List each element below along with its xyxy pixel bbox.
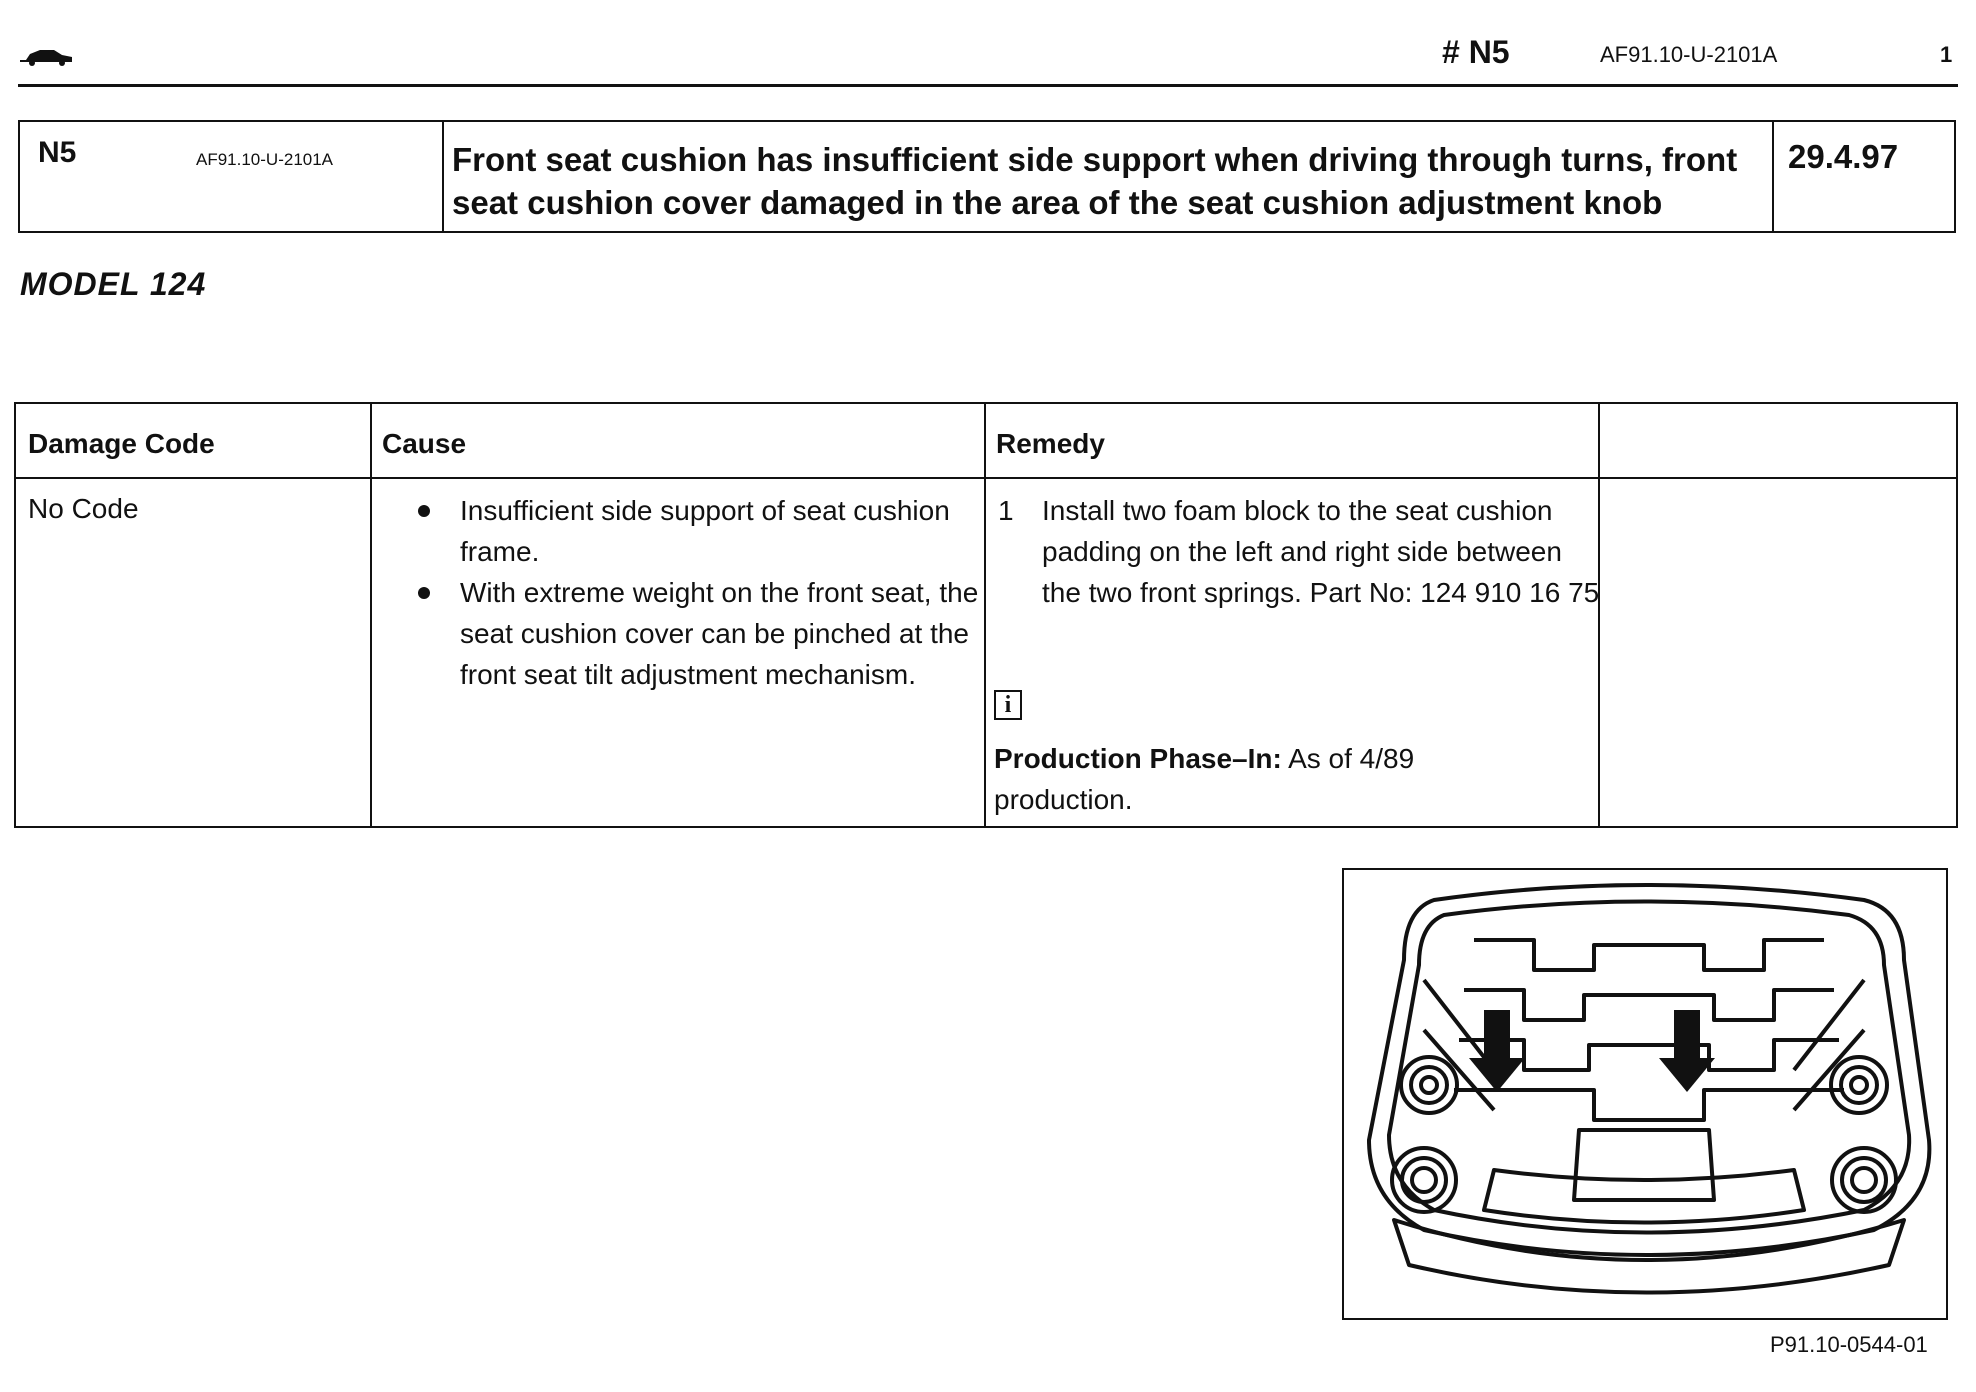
arrow-down-icon [1469,1010,1715,1092]
document-code: AF91.10-U-2101A [1600,42,1778,67]
remedy-step-number: 1 [998,495,1014,526]
figure-caption: P91.10-0544-01 [1770,1332,1928,1357]
bullet-icon [418,587,430,599]
seat-frame-figure [1342,868,1948,1320]
page-number: 1 [1940,42,1953,67]
cause-item [406,490,996,572]
cause-list [406,490,996,695]
production-phase-in [994,738,1554,820]
header-damage-code: Damage Code [28,428,215,459]
bulletin-id: N5 [38,136,77,169]
cause-item [406,572,996,695]
bullet-icon [418,505,430,517]
model-heading: MODEL 124 [20,266,207,302]
header-cause: Cause [382,428,467,459]
damage-table [14,402,1958,828]
column-divider [370,404,372,826]
document-number: # N5 [1442,34,1510,70]
cause-text: Insufficient side support of seat cushion frame. [460,495,950,567]
title-box-divider [442,122,444,231]
bulletin-code: AF91.10-U-2101A [196,150,334,169]
remedy-step-text: Install two foam block to the seat cushion padding on the left and right side between the two front springs. Part No: 124 910 16 75 [1042,495,1600,608]
seat-frame-illustration-icon [1344,870,1946,1318]
title-box-divider [1772,122,1774,231]
cause-text: With extreme weight on the front seat, the seat cushion cover can be pinched at the front seat tilt adjustment mechanism. [460,577,979,690]
info-icon: i [994,690,1022,720]
bulletin-date: 29.4.97 [1788,138,1899,175]
damage-code-value: No Code [28,493,139,524]
header-rule [18,84,1958,87]
phase-label: Production Phase–In: [994,743,1282,774]
bulletin-title: Front seat cushion has insufficient side support when driving through turns, front seat cushion cover damaged in the area of the seat cushion adjustment knob [452,141,1738,221]
car-icon [18,44,74,68]
column-divider [1598,404,1600,826]
title-box [18,120,1956,233]
header-row-divider [16,477,1956,479]
header-remedy: Remedy [996,428,1105,459]
phase-text: As of 4/89 production. [994,743,1415,815]
